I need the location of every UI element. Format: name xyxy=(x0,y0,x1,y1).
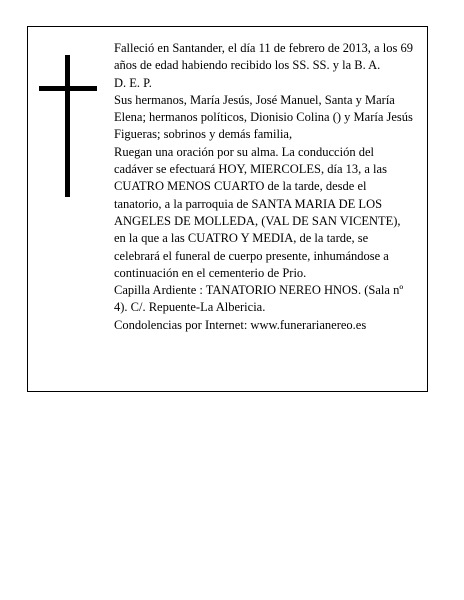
cross-horizontal-bar xyxy=(39,86,97,91)
chapel-location: Capilla Ardiente : TANATORIO NEREO HNOS. (Sala nº 4). C/. Repuente-La Albericia. xyxy=(114,283,404,315)
rest-in-peace: D. E. P. xyxy=(114,75,152,90)
cross-icon xyxy=(39,55,97,197)
family-members: Sus hermanos, María Jesús, José Manuel, Santa y María Elena; hermanos políticos, Dionisio Colina () y María Jesús Figueras; sobrinos y demás familia, xyxy=(114,92,413,142)
obituary-notice xyxy=(27,26,428,392)
cross-vertical-bar xyxy=(65,55,70,197)
online-condolences: Condolencias por Internet: www.funerarianereo.es xyxy=(114,317,367,332)
funeral-details: Ruegan una oración por su alma. La conducción del cadáver se efectuará HOY, MIERCOLES, día 13, a las CUATRO MENOS CUARTO de la tarde, desde el tanatorio, a la parroquia de SANTA MARIA DE LOS ANGELES DE MOLLEDA, (VAL DE SAN VICENTE), en la que a las CUATRO Y MEDIA, de la tarde, se celebrará el funeral de cuerpo presente, inhumándose a continuación en el cementerio de Prio. xyxy=(114,144,401,280)
obituary-text xyxy=(114,40,414,334)
death-announcement: Falleció en Santander, el día 11 de febrero de 2013, a los 69 años de edad habiendo recibido los SS. SS. y la B. A. xyxy=(114,41,413,73)
